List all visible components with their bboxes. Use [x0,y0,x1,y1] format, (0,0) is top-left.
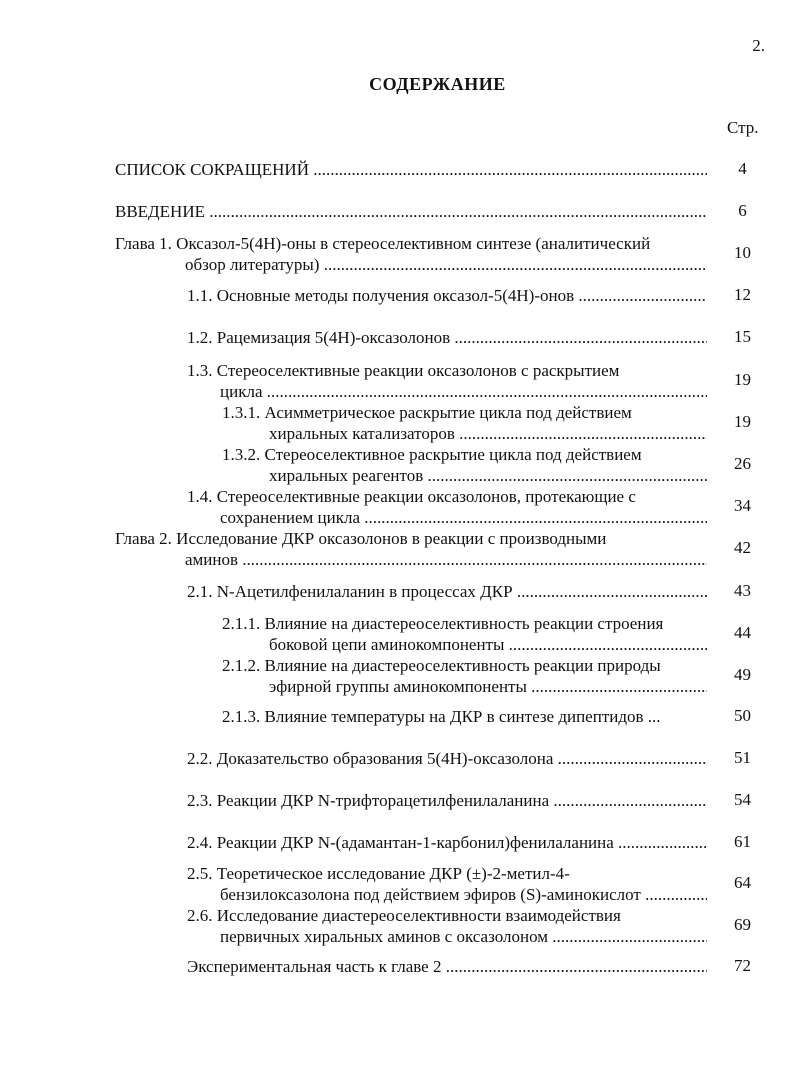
toc-entry-2-4 [187,832,707,853]
toc-entry-2-1-3 [222,706,707,727]
toc-page-number: 19 [734,370,751,389]
toc-entry-line1: Глава 1. Оксазол-5(4Н)-оны в стереоселективном синтезе (аналитический [115,234,651,253]
toc-entry-2-2 [187,748,707,769]
toc-entry-text: 2.4. Реакции ДКР N-(адамантан-1-карбонил)фенилаланина ..... [187,832,707,853]
page-title: СОДЕРЖАНИЕ [369,74,506,94]
toc-entry-line1: 2.1.2. Влияние на диастереоселективность реакции природы [222,656,661,675]
toc-page-number: 10 [734,243,751,262]
toc-entry-1-2 [187,327,707,348]
toc-entry-text: 2.3. Реакции ДКР N-трифторацетилфенилаланина ..... [187,790,707,811]
toc-entry-line1: 1.4. Стереоселективные реакции оксазолонов, протекающие с [187,487,636,506]
toc-entry-line2: обзор литературы) ..... [115,254,707,275]
toc-entry-text: 1.1. Основные методы получения оксазол-5(4Н)-онов ..... [187,285,707,306]
toc-entry-text: 2.2. Доказательство образования 5(4Н)-оксазолона ..... [187,748,707,769]
toc-entry-2-1-2 [222,655,707,697]
toc-entry-abbreviations [115,159,707,180]
toc-page-number: 12 [734,285,751,304]
toc-page-number: 61 [734,832,751,851]
toc-page-number: 19 [734,412,751,431]
toc-entry-line2: хиральных реагентов ..... [222,465,707,486]
toc-entry-line1: 1.3.1. Асимметрическое раскрытие цикла под действием [222,403,632,422]
toc-entry-2-3 [187,790,707,811]
toc-entry-line1: 2.5. Теоретическое исследование ДКР (±)-2-метил-4- [187,864,570,883]
toc-entry-2-1-1 [222,613,707,655]
toc-entry-chapter-1 [115,233,707,275]
toc-page-number: 42 [734,538,751,557]
toc-entry-line2: эфирной группы аминокомпоненты ..... [222,676,707,697]
toc-page-number: 69 [734,915,751,934]
toc-page-number: 15 [734,327,751,346]
toc-page-number: 51 [734,748,751,767]
toc-entry-2-6 [187,905,707,947]
toc-entry-line1: 2.6. Исследование диастереоселективности взаимодействия [187,906,621,925]
toc-entry-line1: 1.3.2. Стереоселективное раскрытие цикла под действием [222,445,642,464]
toc-entry-text: 2.1. N-Ацетилфенилаланин в процессах ДКР ..... [187,581,707,602]
toc-entry-line2: бензилоксазолона под действием эфиров (S)-аминокислот ..... [187,884,707,905]
toc-entry-text: 2.1.3. Влияние температуры на ДКР в синтезе дипептидов ... [222,707,661,726]
toc-entry-line2: боковой цепи аминокомпоненты ..... [222,634,707,655]
toc-entry-line2: аминов ..... [115,549,707,570]
toc-entry-1-4 [187,486,707,528]
toc-page-number: 43 [734,581,751,600]
toc-entry-1-3-1 [222,402,707,444]
toc-entry-line2: цикла ..... [187,381,707,402]
toc-page-number: 26 [734,454,751,473]
toc-page-number: 50 [734,706,751,725]
toc-entry-text: Экспериментальная часть к главе 2 ..... [187,956,707,977]
toc-entry-line2: сохранением цикла ..... [187,507,707,528]
toc-entry-text: ВВЕДЕНИЕ ..... [115,201,707,222]
toc-page-number: 49 [734,665,751,684]
toc-entry-2-5 [187,863,707,905]
toc-page-number: 34 [734,496,751,515]
toc-entry-line1: 1.3. Стереоселективные реакции оксазолонов с раскрытием [187,361,620,380]
toc-entry-1-1 [187,285,707,306]
toc-entry-text: СПИСОК СОКРАЩЕНИЙ ..... [115,159,707,180]
toc-page-number: 6 [738,201,747,220]
toc-entry-2-1 [187,581,707,602]
toc-entry-line1: Глава 2. Исследование ДКР оксазолонов в реакции с производными [115,529,607,548]
toc-page-number: 44 [734,623,751,642]
toc-entry-1-3 [187,360,707,402]
toc-entry-1-3-2 [222,444,707,486]
toc-page-number: 64 [734,873,751,892]
toc-entry-text: 1.2. Рацемизация 5(4Н)-оксазолонов ..... [187,327,707,348]
toc-entry-line1: 2.1.1. Влияние на диастереоселективность реакции строения [222,614,664,633]
toc-page-number: 72 [734,956,751,975]
page-column-label: Стр. [727,118,759,137]
toc-entry-line2: хиральных катализаторов ..... [222,423,707,444]
toc-entry-line2: первичных хиральных аминов с оксазолоном ..... [187,926,707,947]
toc-entry-introduction [115,201,707,222]
page-number: 2. [752,36,765,55]
toc-page-number: 4 [738,159,747,178]
toc-page-number: 54 [734,790,751,809]
toc-entry-experimental-2 [187,956,707,977]
toc-entry-chapter-2 [115,528,707,570]
